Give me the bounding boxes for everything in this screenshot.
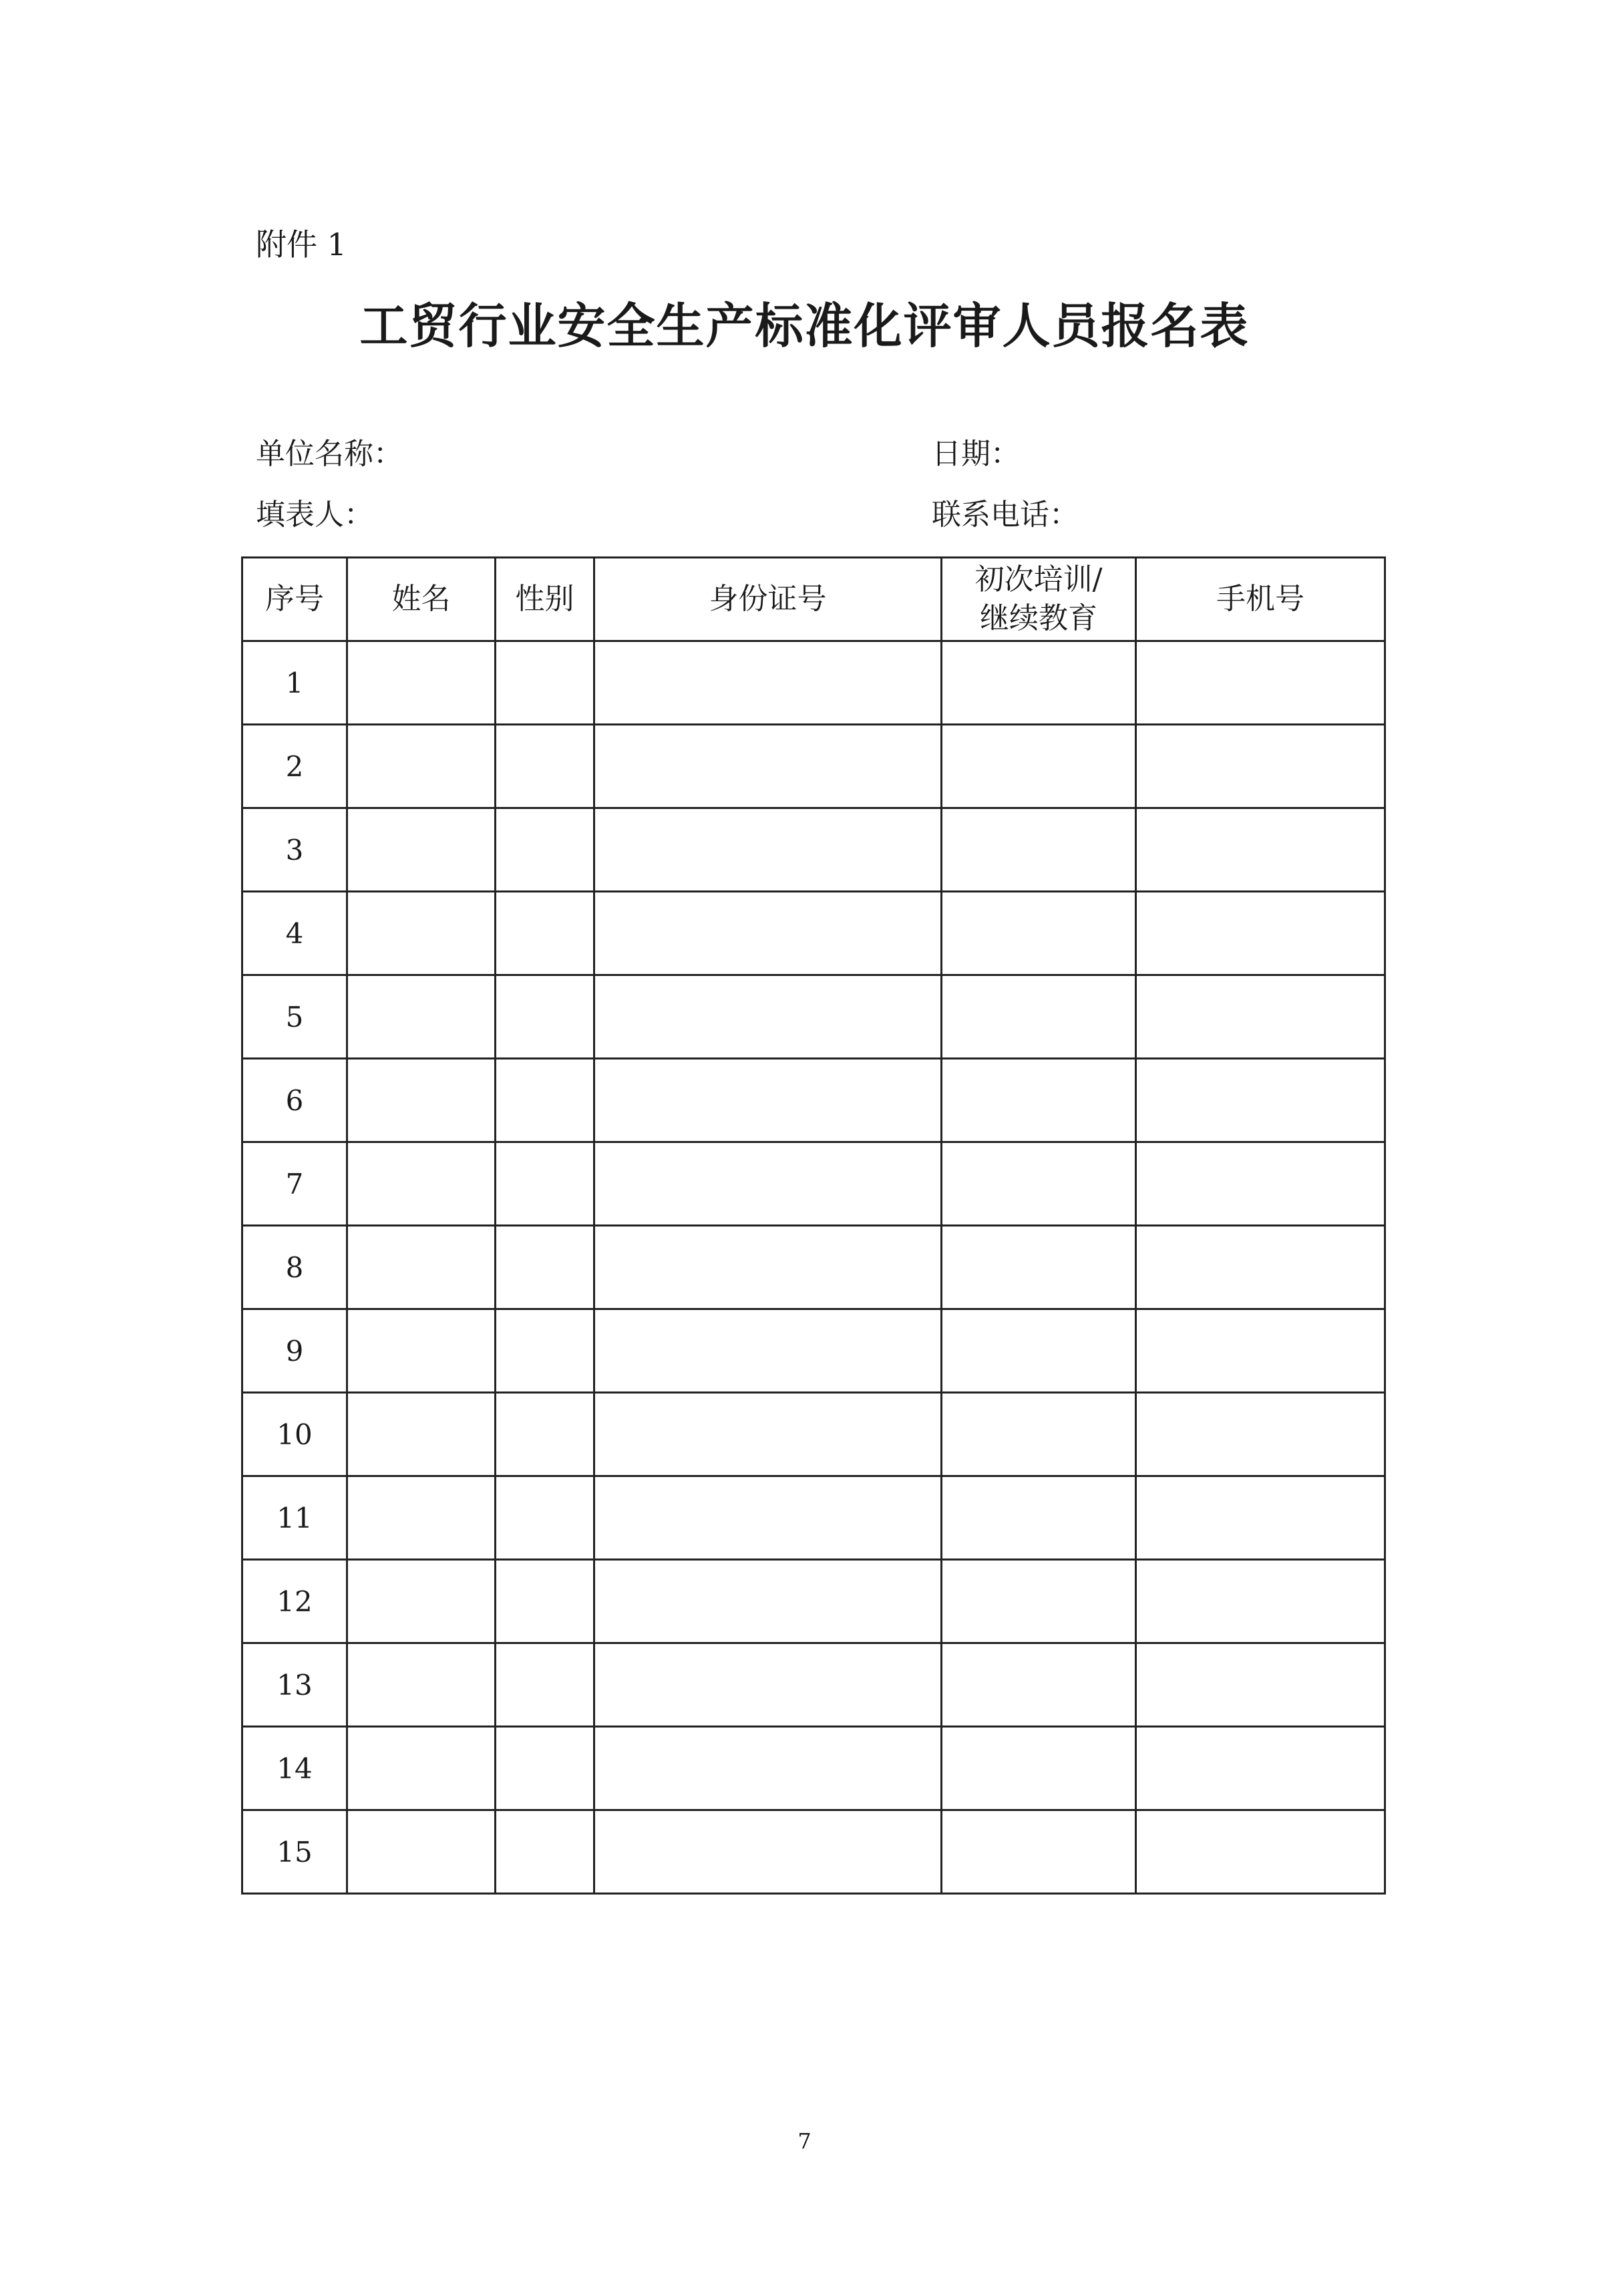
unit-name-label: 单位名称： bbox=[256, 437, 403, 471]
cell-serial-number: 2 bbox=[242, 725, 347, 808]
table-row bbox=[242, 1226, 1385, 1309]
cell-training-type[interactable] bbox=[942, 975, 1136, 1059]
table-row bbox=[242, 1142, 1385, 1226]
cell-serial-number: 11 bbox=[242, 1476, 347, 1560]
table-row bbox=[242, 1476, 1385, 1560]
cell-name[interactable] bbox=[347, 1810, 496, 1894]
cell-serial-number: 3 bbox=[242, 808, 347, 892]
cell-name[interactable] bbox=[347, 641, 496, 725]
table-row bbox=[242, 892, 1385, 975]
table-row bbox=[242, 1727, 1385, 1810]
cell-serial-number: 14 bbox=[242, 1727, 347, 1810]
cell-id-number[interactable] bbox=[594, 1059, 942, 1142]
header-training-type: 初次培训/ 继续教育 bbox=[942, 558, 1136, 641]
cell-gender[interactable] bbox=[496, 641, 594, 725]
cell-id-number[interactable] bbox=[594, 892, 942, 975]
cell-mobile[interactable] bbox=[1136, 1226, 1385, 1309]
cell-gender[interactable] bbox=[496, 1560, 594, 1643]
filler-label: 填表人： bbox=[256, 498, 373, 532]
cell-id-number[interactable] bbox=[594, 1560, 942, 1643]
cell-training-type[interactable] bbox=[942, 725, 1136, 808]
cell-name[interactable] bbox=[347, 975, 496, 1059]
cell-training-type[interactable] bbox=[942, 1059, 1136, 1142]
cell-training-type[interactable] bbox=[942, 1393, 1136, 1476]
cell-gender[interactable] bbox=[496, 1727, 594, 1810]
cell-name[interactable] bbox=[347, 1142, 496, 1226]
cell-name[interactable] bbox=[347, 1059, 496, 1142]
cell-id-number[interactable] bbox=[594, 1393, 942, 1476]
cell-gender[interactable] bbox=[496, 1643, 594, 1727]
cell-mobile[interactable] bbox=[1136, 1142, 1385, 1226]
cell-id-number[interactable] bbox=[594, 1476, 942, 1560]
cell-name[interactable] bbox=[347, 1560, 496, 1643]
cell-mobile[interactable] bbox=[1136, 1643, 1385, 1727]
cell-gender[interactable] bbox=[496, 1226, 594, 1309]
cell-mobile[interactable] bbox=[1136, 1393, 1385, 1476]
cell-serial-number: 6 bbox=[242, 1059, 347, 1142]
cell-id-number[interactable] bbox=[594, 641, 942, 725]
header-id-number: 身份证号 bbox=[594, 558, 942, 641]
cell-training-type[interactable] bbox=[942, 1727, 1136, 1810]
cell-gender[interactable] bbox=[496, 1309, 594, 1393]
form-title: 工贸行业安全生产标准化评审人员报名表 bbox=[359, 298, 1250, 354]
attachment-label: 附件 1 bbox=[256, 226, 347, 263]
cell-mobile[interactable] bbox=[1136, 1810, 1385, 1894]
cell-training-type[interactable] bbox=[942, 1142, 1136, 1226]
cell-gender[interactable] bbox=[496, 1393, 594, 1476]
cell-name[interactable] bbox=[347, 1393, 496, 1476]
cell-serial-number: 5 bbox=[242, 975, 347, 1059]
table-row bbox=[242, 1393, 1385, 1476]
cell-mobile[interactable] bbox=[1136, 808, 1385, 892]
cell-serial-number: 9 bbox=[242, 1309, 347, 1393]
table-row bbox=[242, 1309, 1385, 1393]
cell-gender[interactable] bbox=[496, 1810, 594, 1894]
table-row bbox=[242, 725, 1385, 808]
header-serial-number: 序号 bbox=[242, 558, 347, 641]
cell-training-type[interactable] bbox=[942, 1643, 1136, 1727]
cell-mobile[interactable] bbox=[1136, 1476, 1385, 1560]
cell-gender[interactable] bbox=[496, 725, 594, 808]
cell-name[interactable] bbox=[347, 892, 496, 975]
table-row bbox=[242, 1059, 1385, 1142]
cell-mobile[interactable] bbox=[1136, 1560, 1385, 1643]
table-row bbox=[242, 975, 1385, 1059]
cell-id-number[interactable] bbox=[594, 1142, 942, 1226]
cell-name[interactable] bbox=[347, 725, 496, 808]
cell-gender[interactable] bbox=[496, 975, 594, 1059]
header-gender: 性别 bbox=[496, 558, 594, 641]
cell-name[interactable] bbox=[347, 808, 496, 892]
page-number: 7 bbox=[797, 2128, 812, 2154]
header-name: 姓名 bbox=[347, 558, 496, 641]
table-row bbox=[242, 1810, 1385, 1894]
header-mobile: 手机号 bbox=[1136, 558, 1385, 641]
cell-gender[interactable] bbox=[496, 892, 594, 975]
table-row bbox=[242, 1643, 1385, 1727]
cell-gender[interactable] bbox=[496, 808, 594, 892]
cell-mobile[interactable] bbox=[1136, 1309, 1385, 1393]
table-row bbox=[242, 1560, 1385, 1643]
cell-gender[interactable] bbox=[496, 1142, 594, 1226]
date-label: 日期： bbox=[932, 437, 1020, 471]
cell-mobile[interactable] bbox=[1136, 1059, 1385, 1142]
table-header-row bbox=[242, 558, 1385, 641]
cell-mobile[interactable] bbox=[1136, 892, 1385, 975]
cell-gender[interactable] bbox=[496, 1059, 594, 1142]
cell-training-type[interactable] bbox=[942, 641, 1136, 725]
cell-training-type[interactable] bbox=[942, 892, 1136, 975]
table-row bbox=[242, 808, 1385, 892]
cell-name[interactable] bbox=[347, 1727, 496, 1810]
cell-serial-number: 12 bbox=[242, 1560, 347, 1643]
cell-mobile[interactable] bbox=[1136, 641, 1385, 725]
cell-serial-number: 13 bbox=[242, 1643, 347, 1727]
cell-id-number[interactable] bbox=[594, 1727, 942, 1810]
cell-serial-number: 15 bbox=[242, 1810, 347, 1894]
cell-training-type[interactable] bbox=[942, 1309, 1136, 1393]
cell-serial-number: 7 bbox=[242, 1142, 347, 1226]
cell-gender[interactable] bbox=[496, 1476, 594, 1560]
cell-training-type[interactable] bbox=[942, 808, 1136, 892]
cell-id-number[interactable] bbox=[594, 975, 942, 1059]
cell-name[interactable] bbox=[347, 1309, 496, 1393]
cell-id-number[interactable] bbox=[594, 1810, 942, 1894]
cell-training-type[interactable] bbox=[942, 1476, 1136, 1560]
cell-name[interactable] bbox=[347, 1226, 496, 1309]
cell-mobile[interactable] bbox=[1136, 725, 1385, 808]
cell-training-type[interactable] bbox=[942, 1226, 1136, 1309]
cell-id-number[interactable] bbox=[594, 808, 942, 892]
cell-name[interactable] bbox=[347, 1643, 496, 1727]
cell-id-number[interactable] bbox=[594, 1643, 942, 1727]
cell-training-type[interactable] bbox=[942, 1810, 1136, 1894]
registration-table bbox=[241, 556, 1386, 1895]
cell-training-type[interactable] bbox=[942, 1560, 1136, 1643]
table-row bbox=[242, 641, 1385, 725]
cell-id-number[interactable] bbox=[594, 725, 942, 808]
cell-name[interactable] bbox=[347, 1476, 496, 1560]
cell-mobile[interactable] bbox=[1136, 1727, 1385, 1810]
cell-serial-number: 10 bbox=[242, 1393, 347, 1476]
phone-label: 联系电话： bbox=[932, 498, 1079, 532]
cell-serial-number: 8 bbox=[242, 1226, 347, 1309]
cell-id-number[interactable] bbox=[594, 1226, 942, 1309]
cell-id-number[interactable] bbox=[594, 1309, 942, 1393]
cell-serial-number: 4 bbox=[242, 892, 347, 975]
cell-serial-number: 1 bbox=[242, 641, 347, 725]
cell-mobile[interactable] bbox=[1136, 975, 1385, 1059]
